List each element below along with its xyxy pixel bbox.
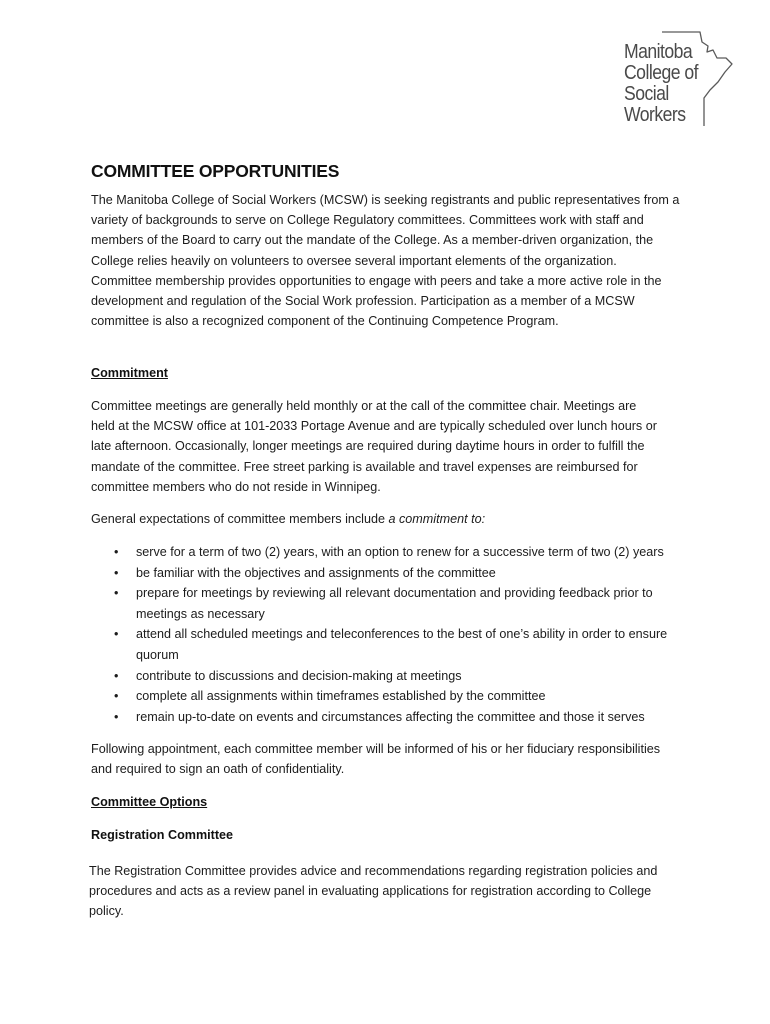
- list-item: [91, 686, 691, 707]
- bullet-icon: •: [114, 689, 119, 704]
- text-line: development and regulation of the Social Work profession. Participation as a member of a MCSW: [91, 294, 635, 309]
- bullet-icon: •: [114, 545, 119, 559]
- text-line: serve for a term of two (2) years, with an option to renew for a successive term of two (2) years: [136, 545, 664, 559]
- text-line: variety of backgrounds to serve on College Regulatory committees. Committees work with staff and: [91, 213, 644, 228]
- bullet-icon: •: [114, 627, 119, 642]
- text-line: committee is also a recognized component of the Continuing Competence Program.: [91, 314, 559, 329]
- text-line: Committee meetings are generally held monthly or at the call of the committee chair. Meetings are: [91, 399, 637, 413]
- text-line: quorum: [136, 647, 179, 662]
- bullet-icon: •: [114, 668, 119, 683]
- expectations-prefix: General expectations of committee members include: [91, 512, 389, 526]
- list-item: [91, 583, 691, 624]
- text-line: Following appointment, each committee member will be informed of his or her fiduciary responsibilities: [91, 742, 661, 756]
- text-line: attend all scheduled meetings and teleconferences to the best of one’s ability in order to ensure: [136, 627, 668, 642]
- text-line: College relies heavily on volunteers to oversee several important elements of the organization.: [91, 253, 617, 268]
- list-item: [91, 666, 691, 687]
- text-line: mandate of the committee. Free street parking is available and travel expenses are reimbursed for: [91, 459, 638, 474]
- page-title: COMMITTEE OPPORTUNITIES: [91, 161, 340, 181]
- mcsw-logo: [622, 28, 742, 138]
- logo-wordmark: [624, 42, 698, 126]
- text-line: complete all assignments within timeframes established by the committee: [136, 689, 546, 704]
- text-line: and required to sign an oath of confidentiality.: [91, 762, 345, 777]
- logo-line: Workers: [624, 104, 686, 126]
- text-line: procedures and acts as a review panel in evaluating applications for registration according to College: [89, 884, 652, 899]
- text-line: members of the Board to carry out the mandate of the College. As a member-driven organization, the: [91, 233, 654, 248]
- commitment-heading: Commitment: [91, 366, 168, 380]
- text-line: remain up-to-date on events and circumstances affecting the committee and those it serves: [136, 709, 645, 724]
- logo-line: College of: [624, 62, 698, 84]
- expectations-intro: [91, 509, 691, 529]
- logo-line: Manitoba: [624, 41, 693, 63]
- bullet-icon: •: [114, 709, 119, 724]
- commitment-paragraph: [91, 396, 691, 497]
- intro-paragraph: [91, 190, 691, 331]
- registration-committee-heading: Registration Committee: [91, 828, 234, 842]
- text-line: policy.: [89, 904, 124, 919]
- committee-options-heading: Committee Options: [91, 795, 208, 809]
- text-line: committee members who do not reside in Winnipeg.: [91, 479, 381, 494]
- expectations-emphasis: a commitment to:: [388, 512, 486, 526]
- text-line: meetings as necessary: [136, 606, 265, 621]
- text-line: prepare for meetings by reviewing all relevant documentation and providing feedback prior to: [136, 586, 653, 601]
- bullet-icon: •: [114, 565, 119, 580]
- fiduciary-paragraph: [91, 739, 691, 779]
- list-item: [91, 624, 691, 665]
- bullet-icon: •: [114, 586, 119, 601]
- logo-line: Social: [624, 83, 669, 105]
- text-line: The Manitoba College of Social Workers (MCSW) is seeking registrants and public representatives from a: [91, 193, 680, 207]
- registration-paragraph: [89, 861, 689, 922]
- text-line: Committee membership provides opportunities to engage with peers and take a more active role in the: [91, 273, 662, 288]
- text-line: be familiar with the objectives and assignments of the committee: [136, 565, 496, 580]
- text-line: late afternoon. Occasionally, longer meetings are required during daytime hours in order to fulfill the: [91, 439, 645, 454]
- text-line: The Registration Committee provides advice and recommendations regarding registration policies and: [89, 864, 658, 878]
- text-line: contribute to discussions and decision-making at meetings: [136, 668, 462, 683]
- list-item: [91, 707, 691, 728]
- list-item: [91, 563, 691, 584]
- list-item: [91, 542, 691, 563]
- expectations-list: [91, 542, 691, 727]
- text-line: held at the MCSW office at 101-2033 Portage Avenue and are typically scheduled over lunch hours or: [91, 419, 657, 434]
